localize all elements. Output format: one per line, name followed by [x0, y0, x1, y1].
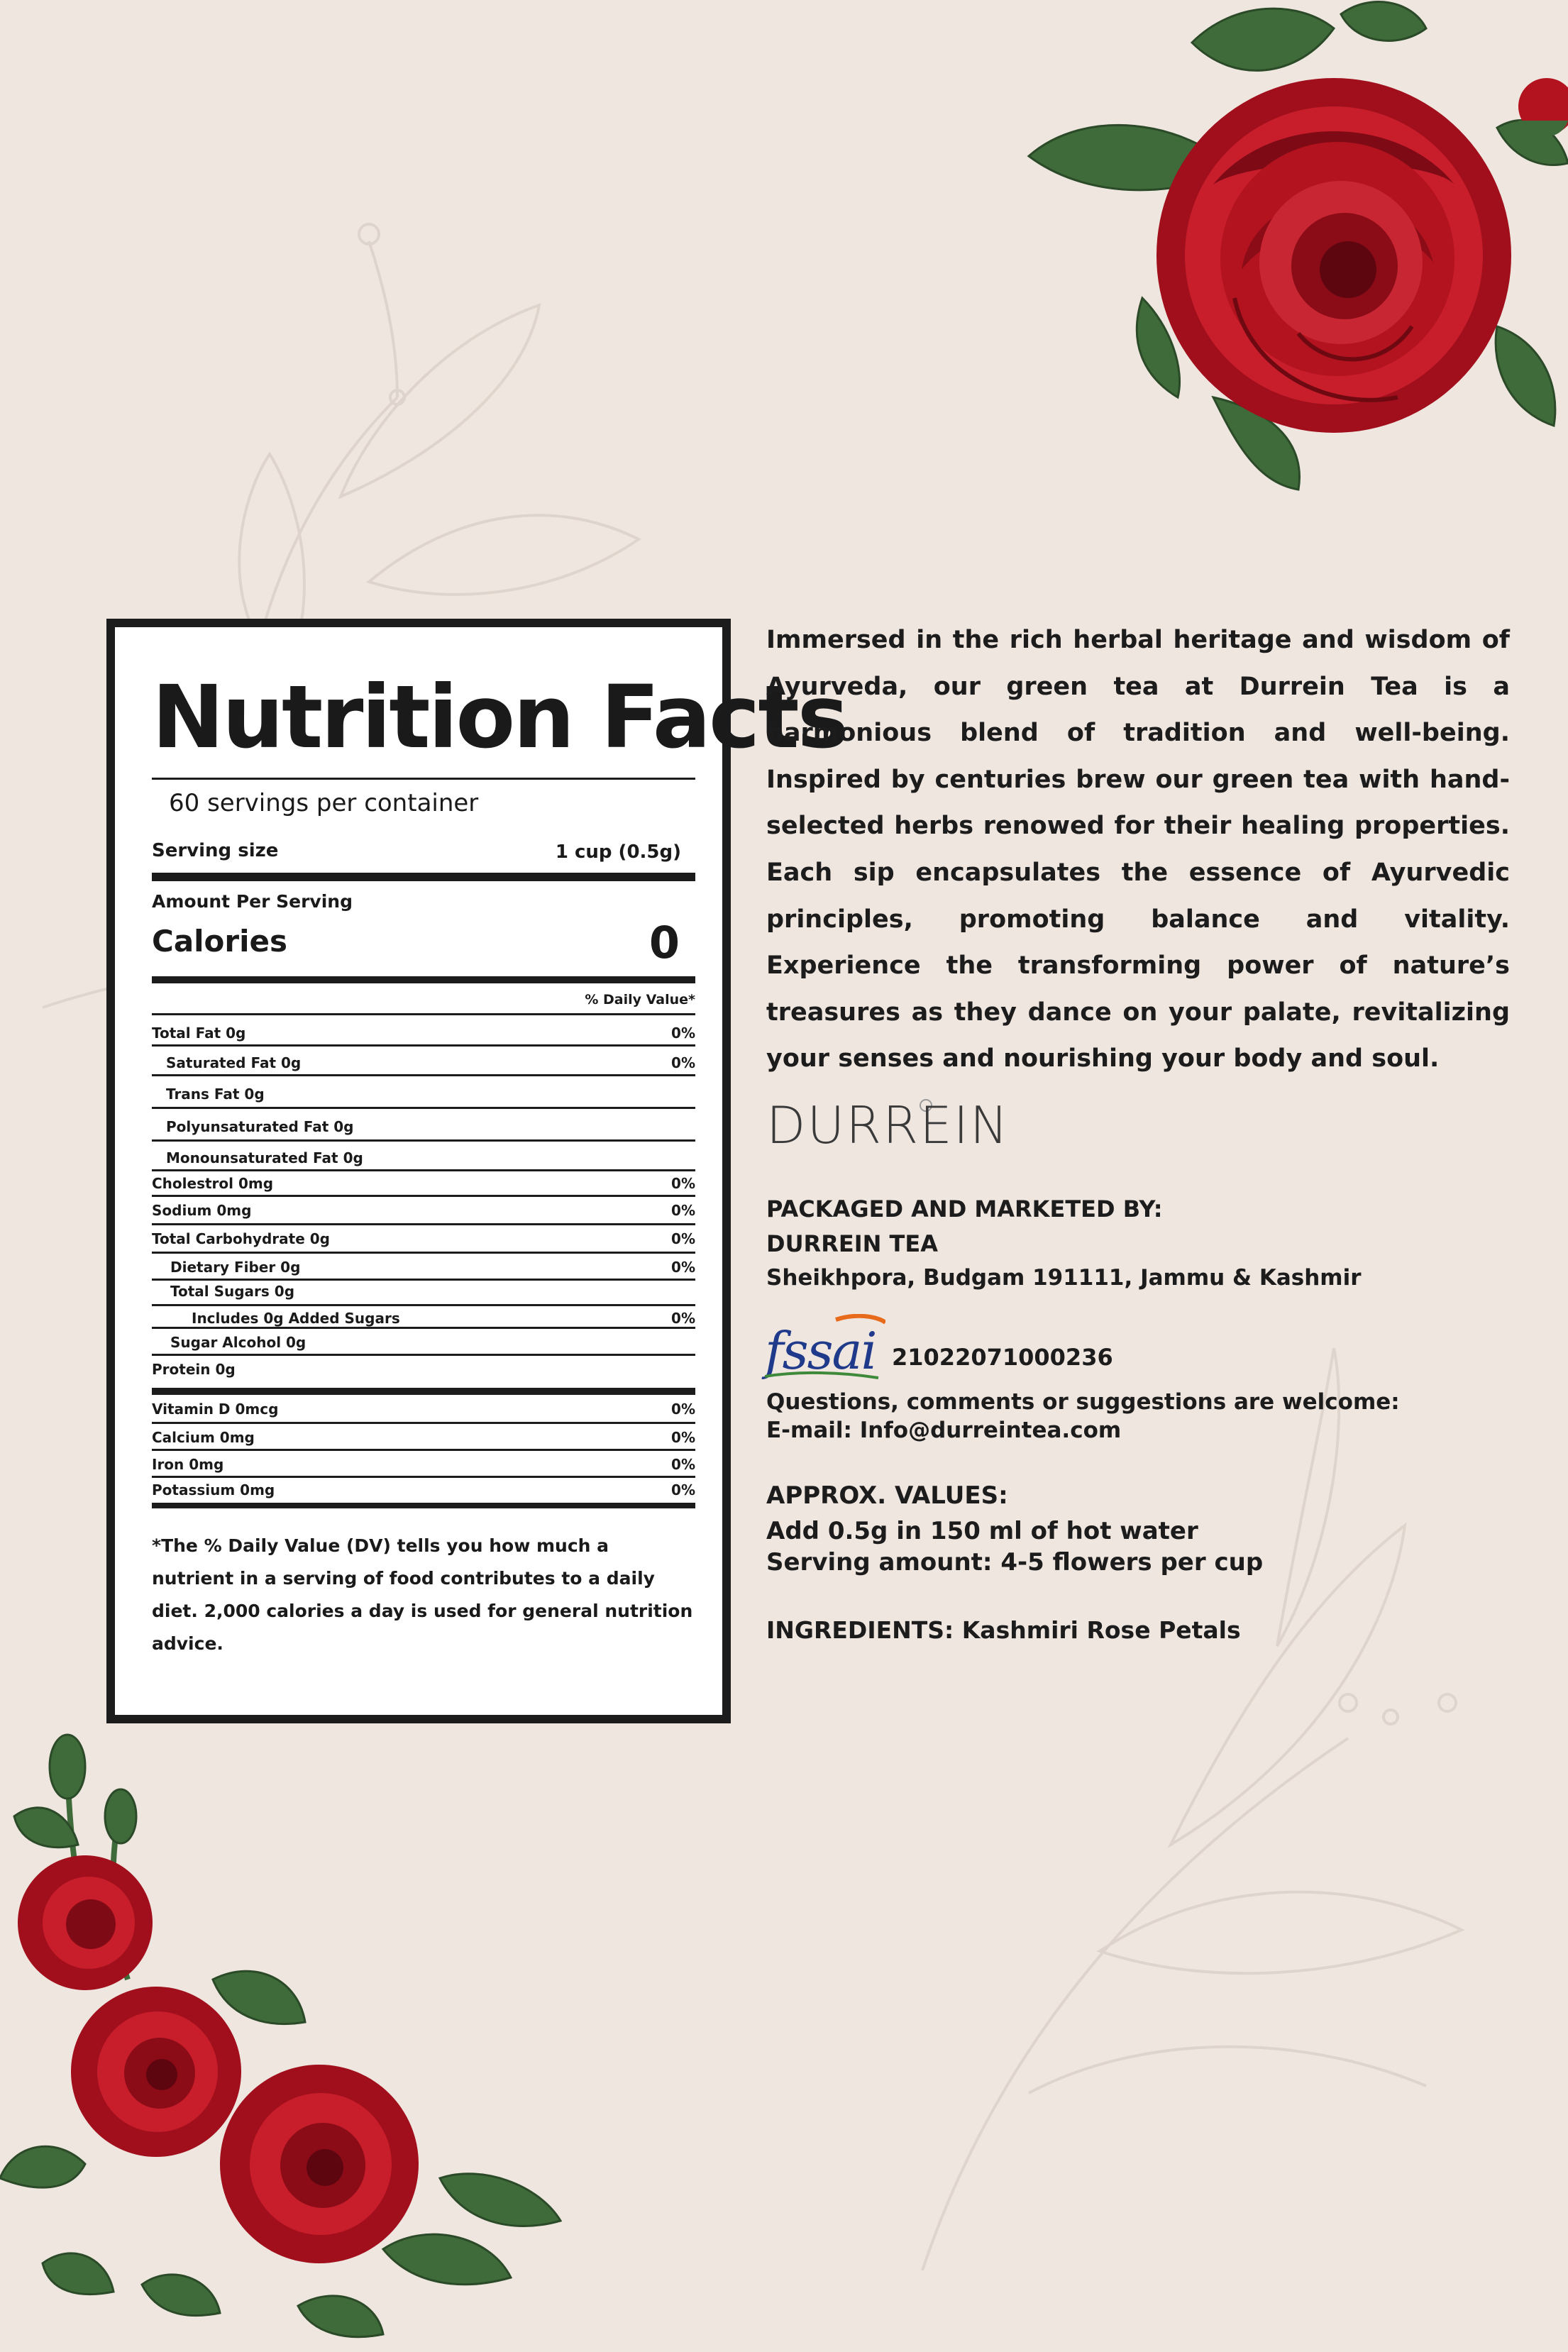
fssai-logo: [765, 1314, 885, 1382]
nutrient-label: Saturated Fat 0g: [166, 1054, 302, 1071]
nutrient-daily-value: 0%: [671, 1175, 695, 1192]
nutrient-label: Calcium 0mg: [152, 1429, 255, 1446]
nutrient-label: Vitamin D 0mcg: [152, 1401, 279, 1418]
approx-heading: APPROX. VALUES:: [766, 1481, 1008, 1510]
nutrient-daily-value: 0%: [671, 1202, 695, 1219]
amount-per-serving: Amount Per Serving: [152, 891, 353, 912]
divider-thick: [152, 1503, 695, 1508]
nutrient-daily-value: 0%: [671, 1310, 695, 1327]
fssai-logo-text: fssai: [765, 1321, 876, 1381]
company-name: DURREIN TEA: [766, 1230, 938, 1257]
nutrient-label: Cholestrol 0mg: [152, 1175, 274, 1192]
divider-thick: [152, 976, 695, 983]
durrein-logo: [766, 1093, 1010, 1171]
nutrient-label: Total Sugars 0g: [170, 1283, 295, 1300]
divider-thick: [152, 1388, 695, 1395]
nutrient-label: Total Fat 0g: [152, 1025, 246, 1042]
serving-size-label: Serving size: [152, 840, 279, 861]
nutrient-daily-value: 0%: [671, 1259, 695, 1276]
calories-label: Calories: [152, 924, 288, 959]
divider: [152, 778, 695, 780]
nutrient-daily-value: 0%: [671, 1481, 695, 1498]
packaged-heading: PACKAGED AND MARKETED BY:: [766, 1196, 1163, 1222]
divider-thick: [152, 873, 695, 881]
nutrient-label: Polyunsaturated Fat 0g: [166, 1118, 354, 1135]
ingredients: INGREDIENTS: Kashmiri Rose Petals: [766, 1616, 1241, 1644]
nutrient-label: Protein 0g: [152, 1361, 236, 1378]
nutrient-daily-value: 0%: [671, 1025, 695, 1042]
daily-value-header: % Daily Value*: [585, 992, 695, 1007]
nutrient-daily-value: 0%: [671, 1401, 695, 1418]
nutrient-daily-value: 0%: [671, 1456, 695, 1473]
rose-illustration: [1000, 0, 1568, 497]
contact-email: E-mail: Info@durreintea.com: [766, 1418, 1122, 1443]
rose-bouquet-illustration: [0, 1724, 582, 2348]
nutrient-daily-value: 0%: [671, 1429, 695, 1446]
nutrient-label: Monounsaturated Fat 0g: [166, 1149, 363, 1166]
daily-value-footnote: *The % Daily Value (DV) tells you how much a nutrient in a serving of food contributes to a daily diet. 2,000 calories a day is used for general nutrition advice.: [152, 1535, 693, 1654]
calories-value: 0: [648, 917, 680, 968]
product-description: Immersed in the rich herbal heritage and wisdom of Ayurveda, our green tea at Durrein Tea is a harmonious blend of tradition and well-being. Inspired by centuries brew our green tea with hand-selected herbs renowed for their healing properties. Each sip encapsulates the essence of Ayurvedic principles, promoting balance and vitality. Experience the transforming power of nature’s treasures as they dance on your palate, revitalizing your senses and nourishing your body and soul.: [766, 626, 1510, 1073]
nutrient-label: Dietary Fiber 0g: [170, 1259, 301, 1276]
durrein-logo-text: DURREIN: [766, 1095, 1010, 1155]
fssai-number: 21022071000236: [892, 1344, 1113, 1371]
contact-line: Questions, comments or suggestions are welcome:: [766, 1389, 1400, 1415]
approx-line-2: Serving amount: 4-5 flowers per cup: [766, 1548, 1264, 1577]
nutrient-label: Sugar Alcohol 0g: [170, 1334, 307, 1351]
nutrient-label: Trans Fat 0g: [166, 1086, 265, 1103]
nutrient-label: Potassium 0mg: [152, 1481, 275, 1498]
servings-per-container: 60 servings per container: [169, 789, 479, 817]
nutrient-label: Includes 0g Added Sugars: [192, 1310, 400, 1327]
company-address: Sheikhpora, Budgam 191111, Jammu & Kashmir: [766, 1265, 1362, 1291]
nutrient-daily-value: 0%: [671, 1054, 695, 1071]
divider: [152, 1013, 695, 1015]
nutrition-facts-title: Nutrition Facts: [152, 667, 847, 768]
nutrient-label: Total Carbohydrate 0g: [152, 1230, 330, 1247]
nutrient-label: Sodium 0mg: [152, 1202, 252, 1219]
approx-line-1: Add 0.5g in 150 ml of hot water: [766, 1517, 1198, 1545]
serving-size-value: 1 cup (0.5g): [555, 841, 681, 863]
nutrient-daily-value: 0%: [671, 1230, 695, 1247]
nutrient-label: Iron 0mg: [152, 1456, 224, 1473]
